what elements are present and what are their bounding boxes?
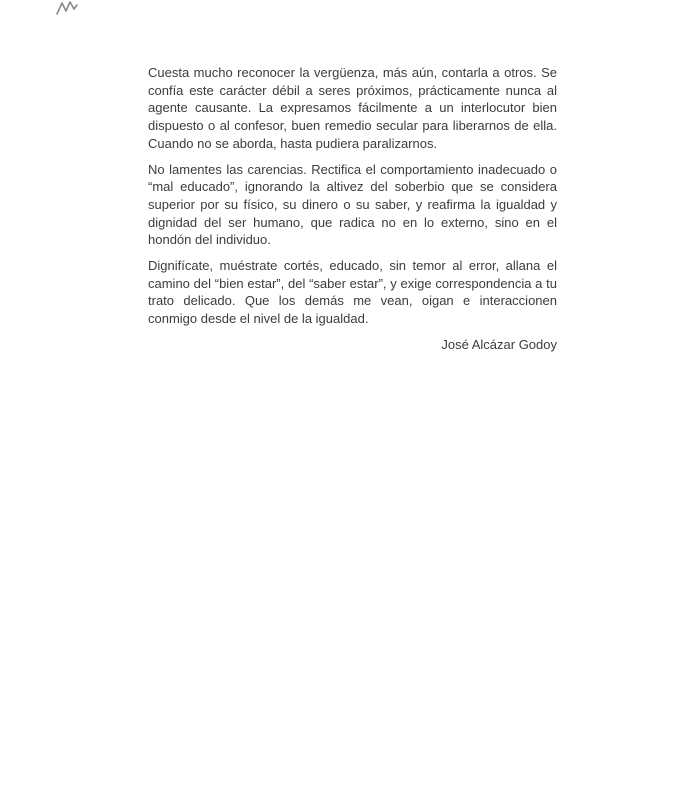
text-block — [148, 64, 557, 354]
paragraph-2: No lamentes las carencias. Rectifica el comportamiento inadecuado o “mal educado”, ignorando la altivez del soberbio que se considera superior por su físico, su dinero o su saber, y reafirma la igualdad y dignidad del ser humano, que radica no en lo externo, sino en el hondón del individuo. — [148, 161, 557, 248]
paragraph-1: Cuesta mucho reconocer la vergüenza, más aún, contarla a otros. Se confía este carácter débil a seres próximos, prácticamente nunca al agente causante. La expresamos fácilmente a un interlocutor bien dispuesto o al confesor, buen remedio secular para liberarnos de ella. Cuando no se aborda, hasta pudiera paralizarnos. — [148, 65, 557, 151]
paragraph-3: Dignifícate, muéstrate cortés, educado, sin temor al error, allana el camino del “bien estar”, del “saber estar”, y exige correspondencia a tu trato delicado. Que los demás me vean, oigan e interaccionen conmigo desde el nivel de la igualdad. — [148, 258, 557, 327]
pen-scribble-icon — [55, 1, 79, 16]
author-signature: José Alcázar Godoy — [441, 336, 557, 352]
